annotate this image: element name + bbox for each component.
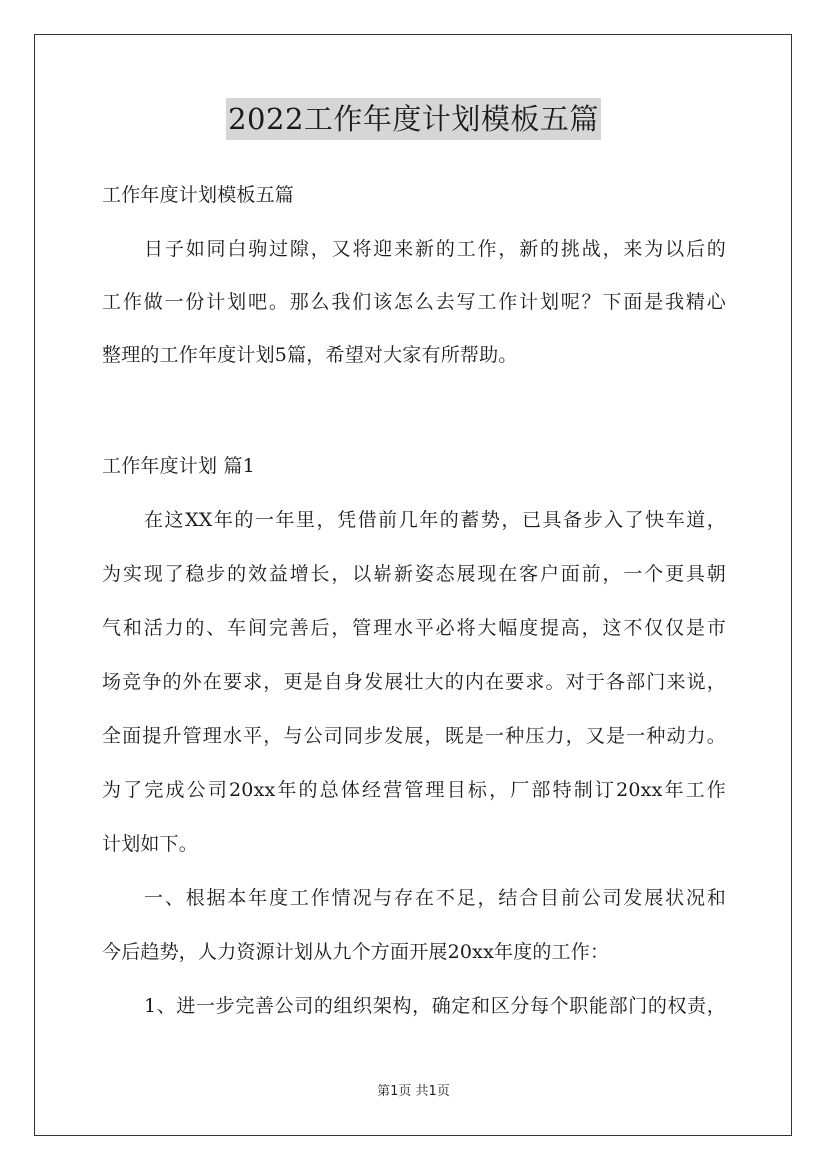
page-footer: 第1页 共1页	[377, 1084, 450, 1099]
point-line: 一、根据本年度工作情况与存在不足，结合目前公司发展状况和	[144, 887, 726, 909]
title-container	[0, 98, 827, 140]
point-line: 今后趋势，人力资源计划从九个方面开展20xx年度的工作：	[102, 941, 610, 963]
intro-line: 整理的工作年度计划5篇，希望对大家有所帮助。	[102, 344, 518, 366]
item-line: 1、进一步完善公司的组织架构，确定和区分每个职能部门的权责，	[144, 995, 726, 1017]
body-line: 场竞争的外在要求，更是自身发展壮大的内在要求。对于各部门来说，	[102, 671, 726, 693]
body-line: 为了完成公司20xx年的总体经营管理目标，厂部特制订20xx年工作	[102, 779, 726, 801]
body-line: 计划如下。	[102, 833, 199, 855]
document-title: 2022工作年度计划模板五篇	[226, 98, 601, 140]
body-line: 全面提升管理水平，与公司同步发展，既是一种压力，又是一种动力。	[102, 725, 726, 747]
body-line: 在这XX年的一年里，凭借前几年的蓄势，已具备步入了快车道，	[144, 509, 726, 531]
intro-line: 工作做一份计划吧。那么我们该怎么去写工作计划呢？下面是我精心	[102, 291, 726, 313]
section-heading: 工作年度计划 篇1	[102, 455, 255, 477]
document-subtitle: 工作年度计划模板五篇	[102, 184, 295, 206]
body-line: 气和活力的、车间完善后，管理水平必将大幅度提高，这不仅仅是市	[102, 617, 726, 639]
body-line: 为实现了稳步的效益增长，以崭新姿态展现在客户面前，一个更具朝	[102, 563, 726, 585]
intro-line: 日子如同白驹过隙，又将迎来新的工作，新的挑战，来为以后的	[144, 238, 726, 260]
